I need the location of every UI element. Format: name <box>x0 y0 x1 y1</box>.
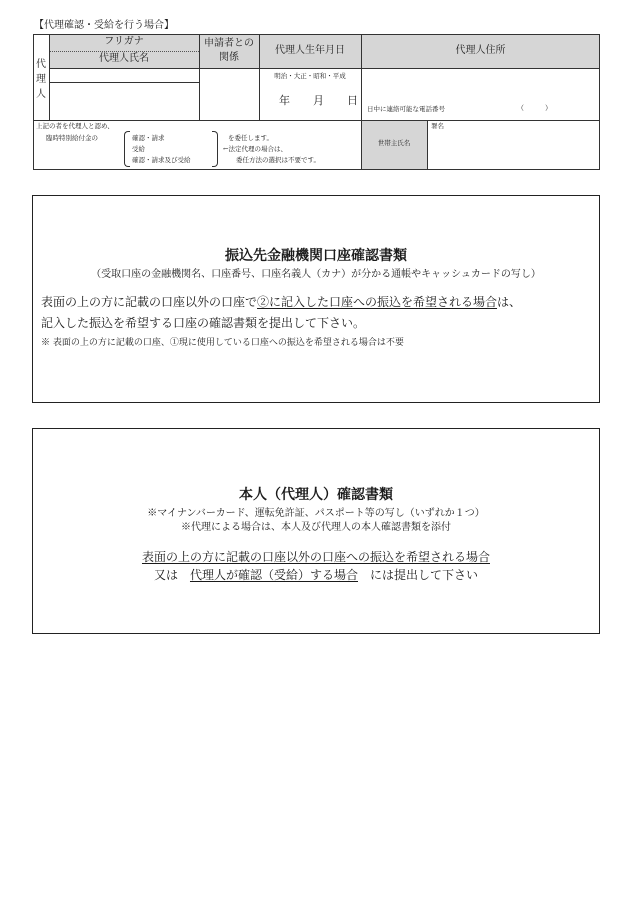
delegation-line1: 上記の者を代理人と認め、 <box>36 122 114 130</box>
birth-year-label: 年 <box>279 94 290 107</box>
identity-docs-line2 <box>33 566 599 583</box>
side-label-3: 人 <box>36 89 46 100</box>
bank-docs-para1 <box>41 296 521 308</box>
bank-docs-title: 振込先金融機関口座確認書類 <box>225 248 407 264</box>
signature-label: 署名 <box>431 122 444 130</box>
agent-info-table <box>33 34 600 170</box>
col-agent-name: 代理人氏名 <box>99 53 149 64</box>
identity-docs-sub1: ※マイナンバーカード、運転免許証、パスポート等の写し（いずれか１つ） <box>147 508 485 519</box>
side-label-2: 理 <box>36 74 46 85</box>
left-brace <box>124 131 130 167</box>
furigana-divider <box>49 51 199 52</box>
section-header: 【代理確認・受給を行う場合】 <box>34 20 174 31</box>
option-confirm-request[interactable]: 確認・請求 <box>132 134 165 142</box>
line1-underlined: 表面の上の方に記載の口座以外の口座への振込を希望される場合 <box>141 550 490 564</box>
bank-docs-subtitle: （受取口座の金融機関名、口座番号、口座名義人（カナ）が分かる通帳やキャッシュカードの写し） <box>91 269 541 280</box>
relation-input[interactable] <box>200 69 259 120</box>
col-furigana: フリガナ <box>104 36 144 47</box>
option-receive[interactable]: 受給 <box>132 145 145 153</box>
legal-agent-note1: ←法定代理の場合は、 <box>223 145 287 153</box>
line2-post: には提出して下さい <box>358 568 479 582</box>
phone-paren: （ ） <box>517 104 552 112</box>
para1-end: は、 <box>497 295 522 309</box>
para1-text: 表面の上の方に記載の口座以外の口座で <box>41 295 258 309</box>
col-address: 代理人住所 <box>455 45 506 56</box>
col-relation-2: 関係 <box>219 52 239 63</box>
col-relation-1: 申請者との <box>204 38 254 49</box>
col-birth: 代理人生年月日 <box>275 45 345 56</box>
identity-docs-line1 <box>33 548 599 565</box>
side-label-1: 代 <box>36 59 46 70</box>
entrust-text: を委任します。 <box>228 134 273 142</box>
birth-day-label: 日 <box>347 94 358 107</box>
birth-month-label: 月 <box>313 94 324 107</box>
option-both[interactable]: 確認・請求及び受給 <box>132 156 191 164</box>
agent-name-input[interactable] <box>50 83 199 120</box>
benefit-label: 臨時特別給付金の <box>46 134 98 142</box>
para1-underlined: ②に記入した口座への振込を希望される場合 <box>257 295 498 309</box>
legal-agent-note2: 委任方法の選択は不要です。 <box>236 156 320 164</box>
identity-docs-title: 本人（代理人）確認書類 <box>239 487 393 503</box>
identity-docs-box <box>32 428 600 634</box>
identity-docs-sub2: ※代理による場合は、本人及び代理人の本人確認書類を添付 <box>181 522 451 533</box>
signature-input[interactable] <box>428 121 600 170</box>
furigana-input[interactable] <box>50 69 199 82</box>
line2-underlined: 代理人が確認（受給）する場合 <box>189 568 358 582</box>
bank-docs-note: ※ 表面の上の方に記載の口座、①現に使用している口座への振込を希望される場合は不要 <box>41 338 404 348</box>
householder-label: 世帯主氏名 <box>377 139 411 147</box>
right-brace <box>212 131 218 167</box>
bank-docs-para2: 記入した振込を希望する口座の確認書類を提出して下さい。 <box>41 316 366 330</box>
era-options[interactable]: 明治・大正・昭和・平成 <box>274 72 346 80</box>
phone-label: 日中に連絡可能な電話番号 <box>367 105 445 113</box>
line2-pre: 又は <box>153 568 190 582</box>
bank-docs-box <box>32 195 600 403</box>
